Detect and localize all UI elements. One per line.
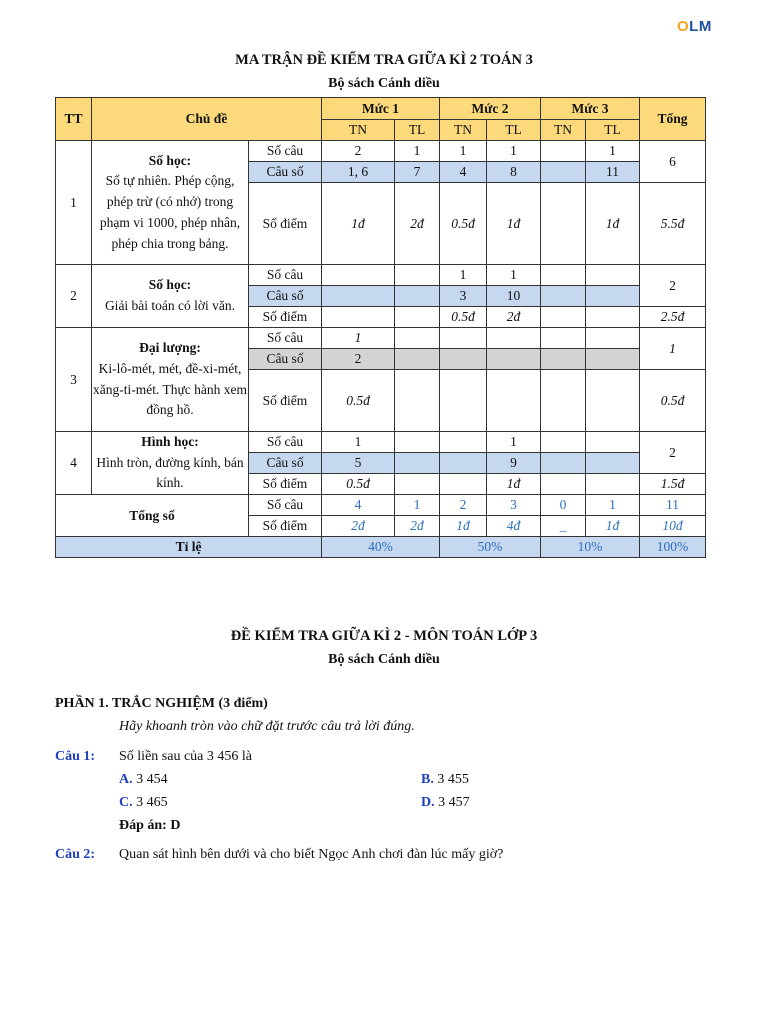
row-label: Câu số bbox=[249, 349, 322, 370]
cell: 2đ bbox=[395, 183, 440, 265]
q1-option-b bbox=[421, 772, 469, 788]
header-tl: TL bbox=[395, 120, 440, 141]
cell bbox=[541, 265, 586, 286]
topic-name: Hình học: bbox=[141, 434, 199, 449]
cell bbox=[440, 349, 487, 370]
cell bbox=[541, 328, 586, 349]
row-label: Số câu bbox=[249, 328, 322, 349]
cell bbox=[440, 474, 487, 495]
cell: 1 bbox=[487, 265, 541, 286]
topic-name: Đại lượng: bbox=[139, 340, 201, 356]
cell bbox=[440, 328, 487, 349]
cell: 11 bbox=[586, 162, 640, 183]
total-cell: 4đ bbox=[487, 516, 541, 537]
part1-instruction: Hãy khoanh tròn vào chữ đặt trước câu trả lời đúng. bbox=[119, 719, 415, 734]
cell: 2 bbox=[322, 141, 395, 162]
option-text: 3 455 bbox=[433, 772, 469, 787]
row-label: Số điểm bbox=[249, 516, 322, 537]
tong-so-label: Tổng số bbox=[56, 495, 249, 537]
cell: 1 bbox=[487, 141, 541, 162]
cell bbox=[322, 307, 395, 328]
cell: 1, 6 bbox=[322, 162, 395, 183]
topic-name: Số học: bbox=[148, 277, 192, 293]
cell: 1đ bbox=[487, 474, 541, 495]
cell: 8 bbox=[487, 162, 541, 183]
topic-cell bbox=[92, 432, 249, 495]
cell bbox=[322, 265, 395, 286]
total-diem: 5.5đ bbox=[640, 183, 706, 265]
ratio-cell: 40% bbox=[322, 537, 440, 558]
total-cell: 0 bbox=[541, 495, 586, 516]
header-topic: Chủ đề bbox=[92, 98, 322, 141]
cell bbox=[395, 307, 440, 328]
cell: 1 bbox=[395, 141, 440, 162]
cell bbox=[440, 432, 487, 453]
topic-desc: Hình tròn, đường kính, bán kính. bbox=[96, 454, 244, 491]
cell: 5 bbox=[322, 453, 395, 474]
cell bbox=[395, 349, 440, 370]
option-text: 3 465 bbox=[132, 795, 168, 810]
total-cell: 2 bbox=[440, 495, 487, 516]
total-cell: 2đ bbox=[322, 516, 395, 537]
olm-logo bbox=[677, 18, 712, 35]
total-cell: 10đ bbox=[640, 516, 706, 537]
cell: 1 bbox=[322, 432, 395, 453]
topic-desc: Số tự nhiên. Phép cộng, phép trừ (có nhớ) trong phạm vi 1000, phép nhân, phép chia trong bảng. bbox=[99, 173, 241, 251]
q1-answer: Đáp án: D bbox=[119, 818, 181, 833]
option-letter: C. bbox=[119, 795, 133, 810]
q1-option-d bbox=[421, 795, 470, 811]
cell: 0.5đ bbox=[322, 370, 395, 432]
question1-label: Câu 1: bbox=[55, 749, 96, 764]
option-text: 3 454 bbox=[132, 772, 168, 787]
cell: 1đ bbox=[487, 183, 541, 265]
total-cau: 2 bbox=[640, 265, 706, 307]
cell: 1 bbox=[586, 141, 640, 162]
cell: 1 bbox=[322, 328, 395, 349]
header-tn: TN bbox=[440, 120, 487, 141]
question2-text: Quan sát hình bên dưới và cho biết Ngọc Anh chơi đàn lúc mấy giờ? bbox=[119, 847, 504, 862]
cell: 2 bbox=[322, 349, 395, 370]
part1-heading: PHẦN 1. TRẮC NGHIỆM (3 điểm) bbox=[55, 696, 268, 711]
cell: 1đ bbox=[586, 183, 640, 265]
cell bbox=[395, 453, 440, 474]
ratio-cell: 100% bbox=[640, 537, 706, 558]
cell: 1 bbox=[440, 141, 487, 162]
cell bbox=[440, 370, 487, 432]
cell bbox=[440, 453, 487, 474]
cell bbox=[586, 370, 640, 432]
cell: 1 bbox=[487, 432, 541, 453]
cell bbox=[541, 307, 586, 328]
cell: 7 bbox=[395, 162, 440, 183]
cell: 3 bbox=[440, 286, 487, 307]
cell bbox=[541, 474, 586, 495]
cell bbox=[541, 370, 586, 432]
q1-option-c bbox=[119, 795, 168, 811]
cell bbox=[541, 432, 586, 453]
row-label: Số điểm bbox=[249, 474, 322, 495]
cell: 1đ bbox=[322, 183, 395, 265]
cell bbox=[586, 432, 640, 453]
ratio-cell: 10% bbox=[541, 537, 640, 558]
total-cau: 1 bbox=[640, 328, 706, 370]
option-letter: A. bbox=[119, 772, 133, 787]
cell bbox=[541, 349, 586, 370]
question1-text: Số liền sau của 3 456 là bbox=[119, 749, 252, 764]
header-tn: TN bbox=[322, 120, 395, 141]
header-total: Tổng bbox=[640, 98, 706, 141]
cell bbox=[586, 328, 640, 349]
total-cell: 1 bbox=[586, 495, 640, 516]
cell: 9 bbox=[487, 453, 541, 474]
cell bbox=[541, 453, 586, 474]
topic-desc: Ki-lô-mét, mét, đề-xi-mét, xăng-ti-mét. Thực hành xem đồng hồ. bbox=[92, 360, 248, 418]
cell bbox=[322, 286, 395, 307]
cell bbox=[541, 162, 586, 183]
matrix-subtitle: Bộ sách Cánh diều bbox=[328, 76, 440, 91]
matrix-title: MA TRẬN ĐỀ KIỂM TRA GIỮA KÌ 2 TOÁN 3 bbox=[235, 52, 533, 68]
logo-rest: LM bbox=[689, 18, 712, 35]
cell bbox=[586, 349, 640, 370]
cell bbox=[395, 370, 440, 432]
row-label: Số điểm bbox=[249, 370, 322, 432]
cell bbox=[395, 286, 440, 307]
cell bbox=[395, 265, 440, 286]
cell bbox=[541, 286, 586, 307]
total-diem: 1.5đ bbox=[640, 474, 706, 495]
test-title: ĐỀ KIỂM TRA GIỮA KÌ 2 - MÔN TOÁN LỚP 3 bbox=[230, 628, 538, 644]
option-letter: D. bbox=[421, 795, 435, 810]
ti-le-label: Tỉ lệ bbox=[56, 537, 322, 558]
cell bbox=[586, 307, 640, 328]
logo-o: O bbox=[677, 18, 690, 35]
row-label: Câu số bbox=[249, 162, 322, 183]
cell bbox=[487, 349, 541, 370]
cell: 0.5đ bbox=[440, 307, 487, 328]
total-diem: 0.5đ bbox=[640, 370, 706, 432]
option-text: 3 457 bbox=[434, 795, 470, 810]
cell: 0.5đ bbox=[322, 474, 395, 495]
row-label: Số điểm bbox=[249, 307, 322, 328]
total-cau: 2 bbox=[640, 432, 706, 474]
total-cell: 1đ bbox=[586, 516, 640, 537]
total-cau: 6 bbox=[640, 141, 706, 183]
cell bbox=[487, 328, 541, 349]
cell bbox=[541, 141, 586, 162]
cell: 10 bbox=[487, 286, 541, 307]
header-level2: Mức 2 bbox=[440, 98, 541, 120]
cell: 4 bbox=[440, 162, 487, 183]
topic-tt: 2 bbox=[56, 265, 92, 328]
total-cell: 3 bbox=[487, 495, 541, 516]
question2-label: Câu 2: bbox=[55, 847, 96, 862]
total-cell: 11 bbox=[640, 495, 706, 516]
total-cell: _ bbox=[541, 516, 586, 537]
row-label: Câu số bbox=[249, 453, 322, 474]
topic-tt: 3 bbox=[56, 328, 92, 432]
total-cell: 4 bbox=[322, 495, 395, 516]
row-label: Số câu bbox=[249, 495, 322, 516]
header-level3: Mức 3 bbox=[541, 98, 640, 120]
topic-cell bbox=[92, 141, 249, 265]
header-level1: Mức 1 bbox=[322, 98, 440, 120]
header-tt: TT bbox=[56, 98, 92, 141]
topic-name: Số học: bbox=[148, 152, 192, 168]
cell bbox=[487, 370, 541, 432]
header-tn: TN bbox=[541, 120, 586, 141]
cell bbox=[586, 265, 640, 286]
cell bbox=[541, 183, 586, 265]
cell bbox=[395, 328, 440, 349]
cell bbox=[395, 432, 440, 453]
test-subtitle: Bộ sách Cánh diều bbox=[328, 652, 440, 667]
ratio-cell: 50% bbox=[440, 537, 541, 558]
row-label: Câu số bbox=[249, 286, 322, 307]
row-label: Số câu bbox=[249, 141, 322, 162]
cell bbox=[586, 453, 640, 474]
topic-cell bbox=[92, 328, 249, 432]
cell: 2đ bbox=[487, 307, 541, 328]
topic-tt: 4 bbox=[56, 432, 92, 495]
cell: 1 bbox=[440, 265, 487, 286]
total-diem: 2.5đ bbox=[640, 307, 706, 328]
row-label: Số câu bbox=[249, 265, 322, 286]
topic-desc: Giải bài toán có lời văn. bbox=[104, 298, 236, 313]
topic-tt: 1 bbox=[56, 141, 92, 265]
test-matrix-table bbox=[55, 97, 706, 558]
option-letter: B. bbox=[421, 772, 434, 787]
total-cell: 1đ bbox=[440, 516, 487, 537]
row-label: Số câu bbox=[249, 432, 322, 453]
header-tl: TL bbox=[487, 120, 541, 141]
cell bbox=[395, 474, 440, 495]
topic-cell bbox=[92, 265, 249, 328]
cell bbox=[586, 474, 640, 495]
header-tl: TL bbox=[586, 120, 640, 141]
total-cell: 1 bbox=[395, 495, 440, 516]
cell bbox=[586, 286, 640, 307]
cell: 0.5đ bbox=[440, 183, 487, 265]
total-cell: 2đ bbox=[395, 516, 440, 537]
row-label: Số điểm bbox=[249, 183, 322, 265]
q1-option-a bbox=[119, 772, 168, 788]
